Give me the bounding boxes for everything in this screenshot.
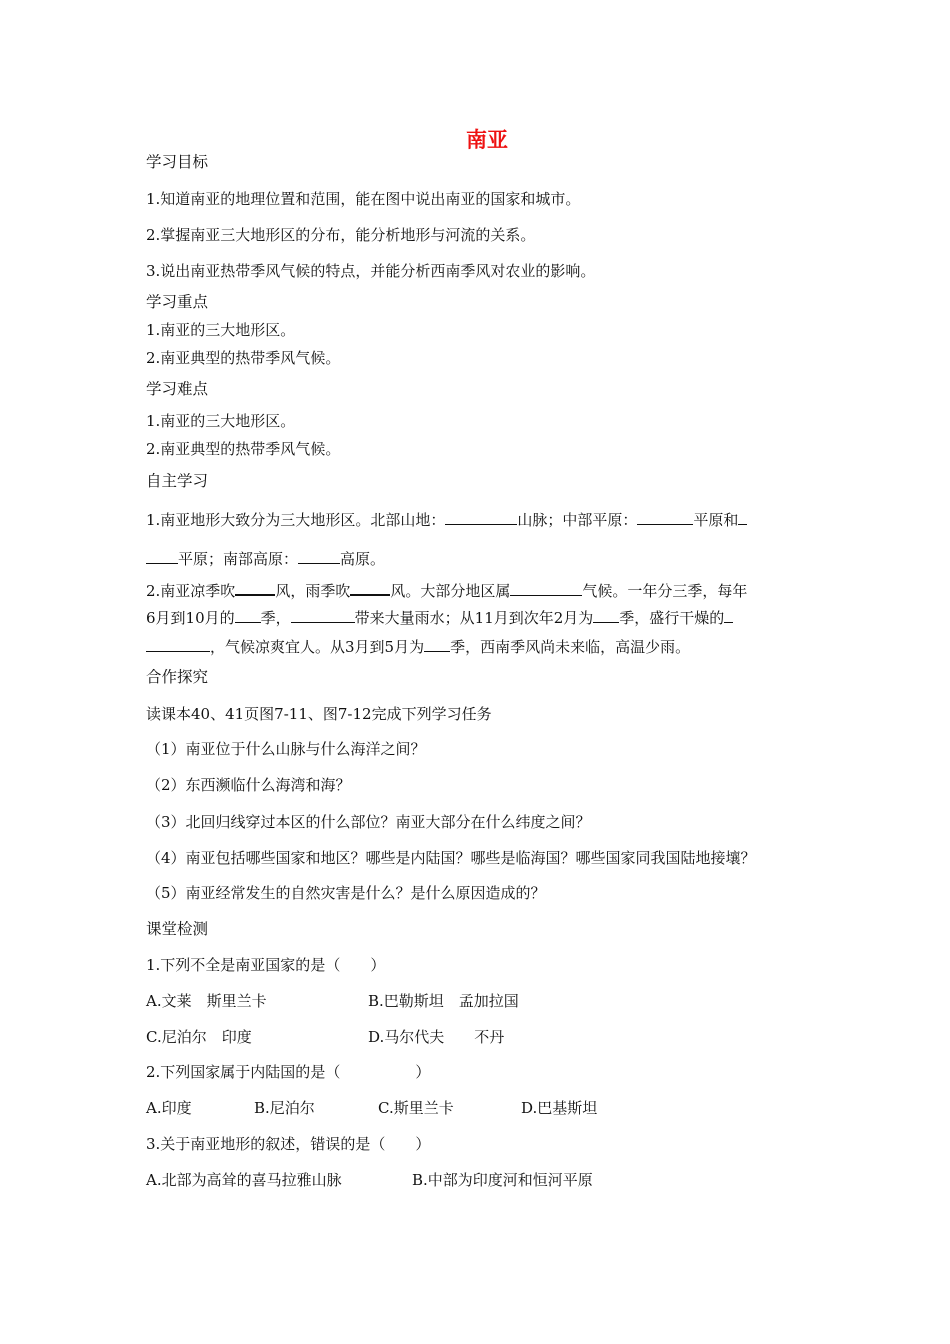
test-q2-option-d[interactable]: D.巴基斯坦 bbox=[521, 1099, 598, 1117]
self-study-q1-line1 bbox=[146, 509, 747, 529]
q2-text-a: 2.南亚凉季吹 bbox=[146, 582, 236, 600]
cooperation-item-1: （1）南亚位于什么山脉与什么海洋之间？ bbox=[146, 740, 426, 758]
cooperation-heading: 合作探究 bbox=[146, 668, 209, 686]
key-points-heading: 学习重点 bbox=[146, 293, 209, 311]
self-study-q2-line3 bbox=[146, 636, 690, 656]
cooperation-item-4: （4）南亚包括哪些国家和地区？哪些是内陆国？哪些是临海国？哪些国家同我国陆地接壤？ bbox=[146, 849, 756, 867]
q2-text-f: 季， bbox=[260, 609, 291, 627]
test-q2-option-a[interactable]: A.印度 bbox=[146, 1099, 192, 1117]
answer-blank[interactable] bbox=[724, 607, 733, 623]
q1-text-c: 平原和 bbox=[693, 511, 739, 529]
key-point-2: 2.南亚典型的热带季风气候。 bbox=[146, 349, 341, 367]
q2-text-e: 6月到10月的 bbox=[146, 609, 235, 627]
goal-item-1: 1.知道南亚的地理位置和范围，能在图中说出南亚的国家和城市。 bbox=[146, 190, 581, 208]
answer-blank[interactable] bbox=[350, 579, 390, 596]
self-study-q2-line2 bbox=[146, 607, 733, 627]
goals-heading: 学习目标 bbox=[146, 153, 209, 171]
q2-text-g: 带来大量雨水；从11月到次年2月为 bbox=[354, 609, 594, 627]
q2-text-c: 风。大部分地区属 bbox=[390, 582, 511, 600]
q1-text-b: 山脉；中部平原： bbox=[517, 511, 638, 529]
test-q1-option-a[interactable]: A.文莱 斯里兰卡 bbox=[146, 992, 267, 1010]
answer-blank[interactable] bbox=[424, 636, 450, 652]
answer-blank[interactable] bbox=[291, 607, 355, 623]
difficulty-1: 1.南亚的三大地形区。 bbox=[146, 412, 296, 430]
q1-text-e: 高原。 bbox=[340, 550, 386, 568]
test-q1-option-c[interactable]: C.尼泊尔 印度 bbox=[146, 1028, 252, 1046]
test-q1-option-d[interactable]: D.马尔代夫 不丹 bbox=[368, 1028, 505, 1046]
answer-blank[interactable] bbox=[298, 548, 340, 564]
test-q3-option-a[interactable]: A.北部为高耸的喜马拉雅山脉 bbox=[146, 1171, 342, 1189]
answer-blank[interactable] bbox=[445, 509, 517, 525]
difficulty-2: 2.南亚典型的热带季风气候。 bbox=[146, 440, 341, 458]
answer-blank[interactable] bbox=[510, 580, 582, 596]
cooperation-item-3: （3）北回归线穿过本区的什么部位？南亚大部分在什么纬度之间？ bbox=[146, 813, 591, 831]
cooperation-item-2: （2）东西濒临什么海湾和海？ bbox=[146, 776, 351, 794]
cooperation-intro: 读课本40、41页图7-11、图7-12完成下列学习任务 bbox=[146, 705, 492, 723]
difficulties-heading: 学习难点 bbox=[146, 380, 209, 398]
answer-blank[interactable] bbox=[738, 509, 747, 525]
goal-item-2: 2.掌握南亚三大地形区的分布，能分析地形与河流的关系。 bbox=[146, 226, 536, 244]
cooperation-item-5: （5）南亚经常发生的自然灾害是什么？是什么原因造成的？ bbox=[146, 884, 546, 902]
answer-blank[interactable] bbox=[235, 607, 261, 623]
q1-text-a: 1.南亚地形大致分为三大地形区。北部山地： bbox=[146, 511, 446, 529]
q2-text-h: 季，盛行干燥的 bbox=[619, 609, 725, 627]
answer-blank[interactable] bbox=[146, 548, 178, 564]
q2-text-b: 风，雨季吹 bbox=[275, 582, 351, 600]
answer-blank[interactable] bbox=[593, 607, 619, 623]
test-heading: 课堂检测 bbox=[146, 920, 209, 938]
document-title: 南亚 bbox=[466, 128, 508, 152]
test-q3-stem: 3.关于南亚地形的叙述，错误的是（ ） bbox=[146, 1135, 431, 1153]
test-q2-option-b[interactable]: B.尼泊尔 bbox=[254, 1099, 315, 1117]
test-q1-stem: 1.下列不全是南亚国家的是（ ） bbox=[146, 956, 386, 974]
self-study-heading: 自主学习 bbox=[146, 472, 209, 490]
answer-blank[interactable] bbox=[637, 509, 693, 525]
answer-blank[interactable] bbox=[235, 579, 275, 596]
q1-text-d: 平原；南部高原： bbox=[178, 550, 299, 568]
self-study-q1-line2 bbox=[146, 548, 385, 568]
test-q2-option-c[interactable]: C.斯里兰卡 bbox=[378, 1099, 454, 1117]
goal-item-3: 3.说出南亚热带季风气候的特点，并能分析西南季风对农业的影响。 bbox=[146, 262, 596, 280]
q2-text-j: 季，西南季风尚未来临，高温少雨。 bbox=[450, 638, 691, 656]
q2-text-d: 气候。一年分三季，每年 bbox=[582, 582, 748, 600]
test-q1-option-b[interactable]: B.巴勒斯坦 孟加拉国 bbox=[368, 992, 519, 1010]
self-study-q2-line1 bbox=[146, 579, 747, 600]
q2-text-i: ，气候凉爽宜人。从3月到5月为 bbox=[210, 638, 425, 656]
test-q2-stem: 2.下列国家属于内陆国的是（ ） bbox=[146, 1063, 431, 1081]
test-q3-option-b[interactable]: B.中部为印度河和恒河平原 bbox=[412, 1171, 593, 1189]
key-point-1: 1.南亚的三大地形区。 bbox=[146, 321, 296, 339]
answer-blank[interactable] bbox=[146, 636, 210, 652]
